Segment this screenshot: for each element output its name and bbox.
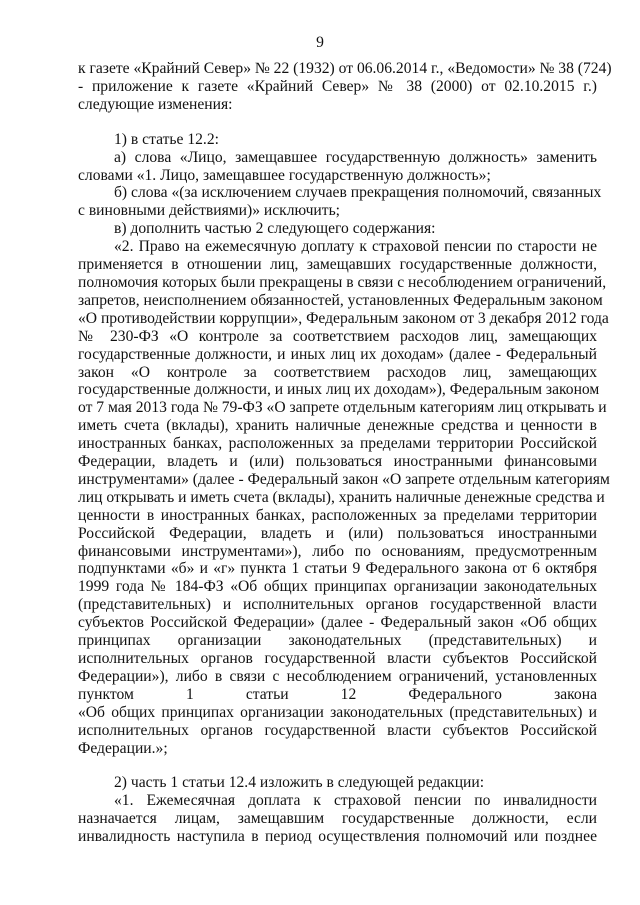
- text-line: иностранных банках, расположенных за пределами территории Российской: [78, 435, 597, 453]
- text-line: к газете «Крайний Север» № 22 (1932) от 06.06.2014 г., «Ведомости» № 38 (724): [78, 60, 612, 77]
- text-line: б) слова «(за исключением случаев прекращения полномочий, связанных: [114, 184, 602, 202]
- text-line: назначается лицам, замещавшим государственные должности, если: [78, 810, 597, 828]
- text-line: следующие изменения:: [78, 95, 233, 113]
- paragraph-gap: [78, 114, 597, 131]
- paragraph-gap: [78, 757, 597, 774]
- text-line: инвалидность наступила в период осуществления полномочий или позднее: [78, 828, 597, 846]
- text-line: финансовыми инструментами»), либо по основаниям, предусмотренным: [78, 542, 597, 560]
- text-line: «2. Право на ежемесячную доплату к страховой пенсии по старости не: [114, 238, 597, 256]
- text-line: лиц открывать и иметь счета (вклады), хранить наличные денежные средства и: [78, 488, 605, 506]
- text-line: Российской Федерации, владеть и (или) пользоваться иностранными: [78, 524, 597, 542]
- text-line: с виновными действиями)» исключить;: [78, 202, 341, 220]
- text-line: № 230-ФЗ «О контроле за соответствием расходов лиц, замещающих: [78, 327, 597, 345]
- text-line: «1. Ежемесячная доплата к страховой пенсии по инвалидности: [114, 792, 597, 810]
- text-line: в) дополнить частью 2 следующего содержания:: [114, 220, 436, 238]
- text-line: словами «1. Лицо, замещавшее государственную должность»;: [78, 166, 491, 184]
- text-line: ценности в иностранных банках, расположенных за пределами территории: [78, 506, 597, 524]
- text-line: подпунктами «б» и «г» пункта 1 статьи 9 Федерального закона от 6 октября: [78, 560, 597, 578]
- text-line: запретов, неисполнением обязанностей, установленных Федеральным законом: [78, 291, 603, 309]
- text-line: инструментами» (далее - Федеральный закон «О запрете отдельным категориям: [78, 470, 610, 488]
- text-line: закон «О контроле за соответствием расходов лиц, замещающих: [78, 363, 597, 381]
- text-line: исполнительных органов государственной власти субъектов Российской: [78, 721, 597, 739]
- text-line: - приложение к газете «Крайний Север» № 38 (2000) от 02.10.2015 г.): [78, 77, 597, 95]
- text-line: исполнительных органов государственной власти субъектов Российской: [78, 650, 597, 667]
- text-line: 2) часть 1 статьи 12.4 изложить в следующей редакции:: [114, 774, 485, 792]
- page-number: 9: [316, 34, 324, 51]
- text-line: «О противодействии коррупции», Федеральным законом от 3 декабря 2012 года: [78, 309, 609, 327]
- text-line: а) слова «Лицо, замещавшее государственную должность» заменить: [114, 148, 597, 166]
- text-line: Федерации, владеть и (или) пользоваться иностранными финансовыми: [78, 453, 597, 471]
- text-line: принципах организации законодательных (представительных) и: [78, 632, 597, 650]
- document-body: [78, 60, 612, 846]
- text-line: (представительных) и исполнительных органов государственной власти: [78, 596, 597, 614]
- text-line: 1999 года № 184-ФЗ «Об общих принципах организации законодательных: [78, 578, 597, 596]
- text-line: от 7 мая 2013 года № 79-ФЗ «О запрете отдельным категориям лиц открывать и: [78, 399, 607, 417]
- text-line: Федерации.»;: [78, 739, 168, 757]
- text-line: Федерации»), либо в связи с несоблюдением ограничений, установленных: [78, 667, 597, 685]
- text-line: применяется в отношении лиц, замещавших государственные должности,: [78, 256, 597, 274]
- text-line: государственные должности, и иных лиц их доходам»), Федеральным законом: [78, 381, 600, 399]
- text-line: полномочия которых были прекращены в связи с несоблюдением ограничений,: [78, 273, 607, 291]
- text-line: государственные должности, и иных лиц их доходам» (далее - Федеральный: [78, 345, 597, 363]
- text-line: 1) в статье 12.2:: [114, 130, 219, 148]
- text-line: иметь счета (вклады), хранить наличные денежные средства и ценности в: [78, 417, 597, 435]
- text-line: субъектов Российской Федерации» (далее - Федеральный закон «Об общих: [78, 614, 597, 632]
- text-line: «Об общих принципах организации законодательных (представительных) и: [78, 703, 597, 721]
- text-line: пунктом 1 статьи 12 Федерального закона: [78, 685, 597, 703]
